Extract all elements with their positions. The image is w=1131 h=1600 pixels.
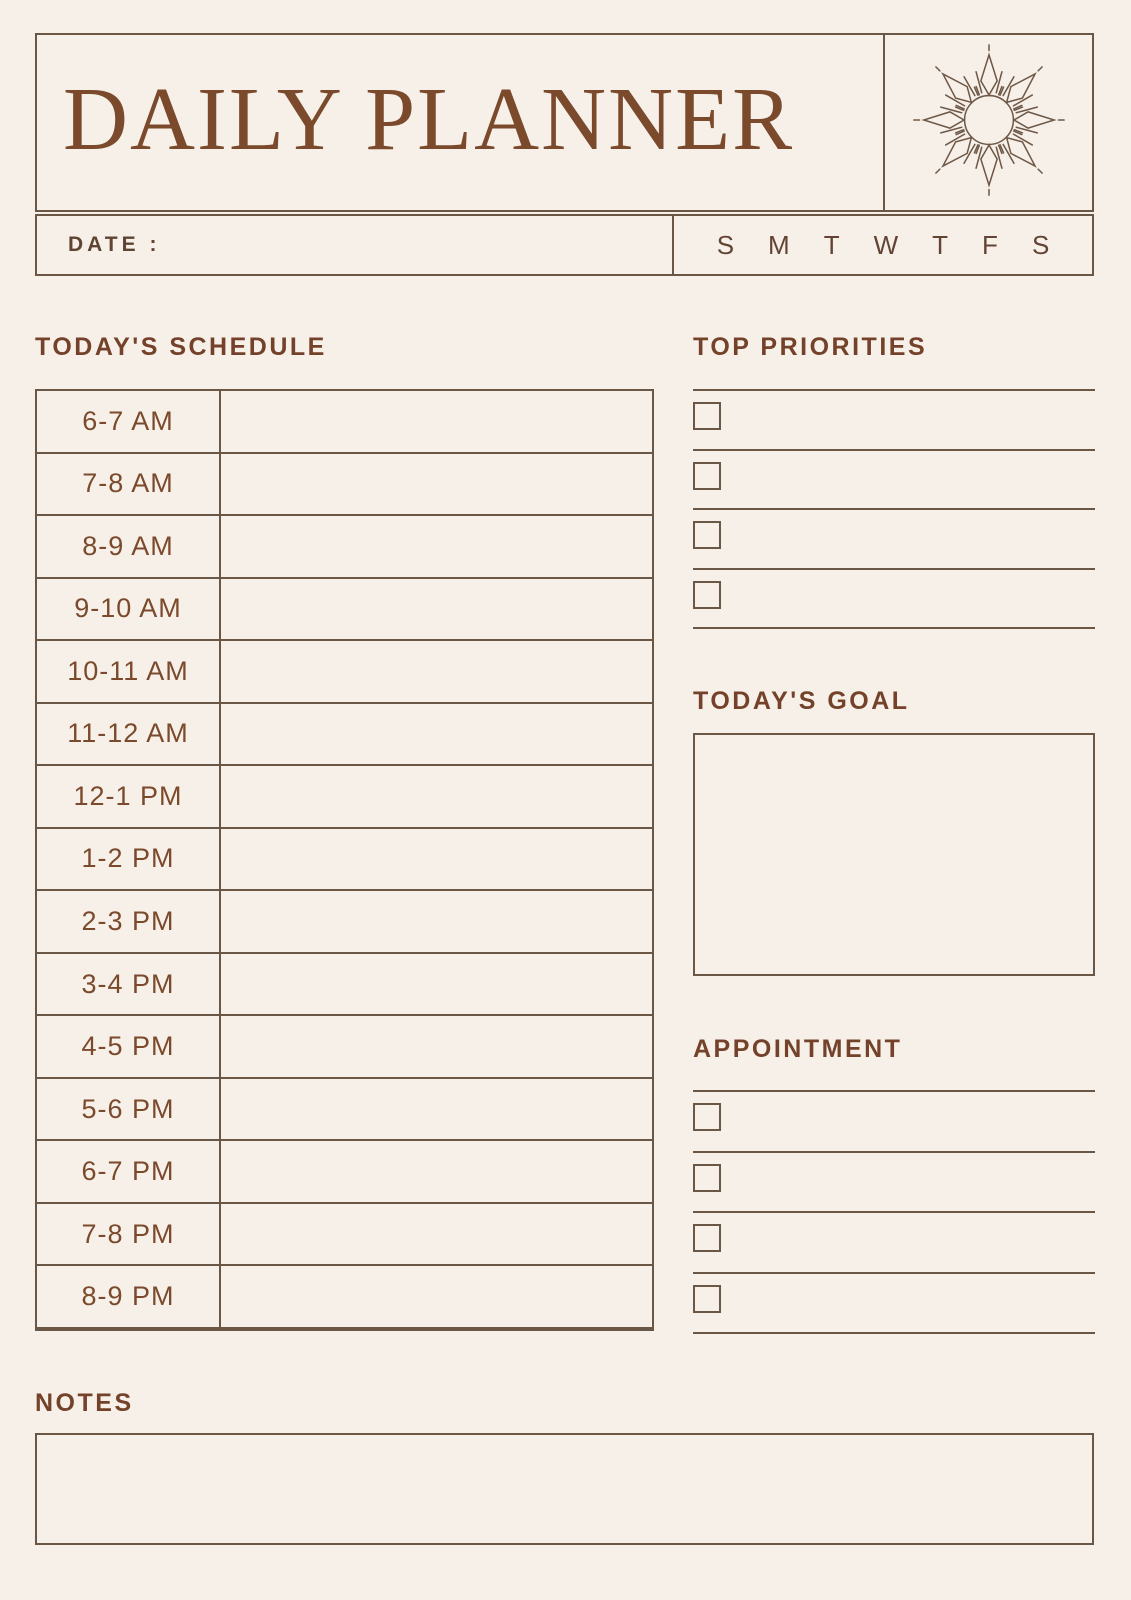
schedule-row xyxy=(37,454,652,517)
schedule-entry-area[interactable] xyxy=(221,579,652,640)
schedule-entry-area[interactable] xyxy=(221,1266,652,1327)
priority-checkbox[interactable] xyxy=(693,521,721,549)
schedule-row xyxy=(37,829,652,892)
day-toggle[interactable]: S xyxy=(1031,229,1050,260)
appointment-checkbox[interactable] xyxy=(693,1103,721,1131)
schedule-entry-area[interactable] xyxy=(221,891,652,952)
schedule-row xyxy=(37,954,652,1017)
schedule-entry-area[interactable] xyxy=(221,1079,652,1140)
schedule-entry-area[interactable] xyxy=(221,954,652,1015)
day-toggle[interactable]: T xyxy=(823,229,840,260)
priority-item xyxy=(693,451,1095,511)
schedule-row xyxy=(37,1079,652,1142)
priority-entry-area[interactable] xyxy=(721,391,1095,405)
time-slot-label: 8-9 AM xyxy=(37,516,221,577)
priorities-list xyxy=(693,389,1095,629)
schedule-row xyxy=(37,1204,652,1267)
schedule-entry-area[interactable] xyxy=(221,766,652,827)
schedule-row xyxy=(37,1266,652,1329)
schedule-heading: TODAY'S SCHEDULE xyxy=(35,333,327,361)
priority-entry-area[interactable] xyxy=(721,570,1095,584)
goal-entry-area[interactable] xyxy=(693,733,1095,976)
appointment-list xyxy=(693,1090,1095,1334)
priority-entry-area[interactable] xyxy=(721,510,1095,524)
schedule-row xyxy=(37,704,652,767)
time-slot-label: 1-2 PM xyxy=(37,829,221,890)
priority-item xyxy=(693,510,1095,570)
date-input-area[interactable] xyxy=(160,216,672,274)
header xyxy=(35,33,1094,212)
time-slot-label: 7-8 PM xyxy=(37,1204,221,1265)
schedule-entry-area[interactable] xyxy=(221,641,652,702)
schedule-entry-area[interactable] xyxy=(221,516,652,577)
time-slot-label: 5-6 PM xyxy=(37,1079,221,1140)
appointment-checkbox[interactable] xyxy=(693,1285,721,1313)
time-slot-label: 12-1 PM xyxy=(37,766,221,827)
day-toggle[interactable]: W xyxy=(873,229,899,260)
schedule-row xyxy=(37,516,652,579)
appointment-item xyxy=(693,1274,1095,1335)
time-slot-label: 8-9 PM xyxy=(37,1266,221,1327)
appointment-item xyxy=(693,1213,1095,1274)
schedule-row xyxy=(37,891,652,954)
notes-entry-area[interactable] xyxy=(35,1433,1094,1545)
priority-checkbox[interactable] xyxy=(693,462,721,490)
priority-item xyxy=(693,570,1095,630)
schedule-row xyxy=(37,766,652,829)
time-slot-label: 4-5 PM xyxy=(37,1016,221,1077)
time-slot-label: 6-7 PM xyxy=(37,1141,221,1202)
schedule-entry-area[interactable] xyxy=(221,829,652,890)
appointment-checkbox[interactable] xyxy=(693,1164,721,1192)
schedule-row xyxy=(37,579,652,642)
priority-item xyxy=(693,391,1095,451)
time-slot-label: 11-12 AM xyxy=(37,704,221,765)
schedule-entry-area[interactable] xyxy=(221,1016,652,1077)
schedule-entry-area[interactable] xyxy=(221,1204,652,1265)
day-toggle[interactable]: S xyxy=(716,229,735,260)
time-slot-label: 2-3 PM xyxy=(37,891,221,952)
sun-icon xyxy=(913,44,1065,201)
goal-heading: TODAY'S GOAL xyxy=(693,687,910,715)
schedule-entry-area[interactable] xyxy=(221,391,652,452)
time-slot-label: 6-7 AM xyxy=(37,391,221,452)
schedule-entry-area[interactable] xyxy=(221,454,652,515)
priorities-heading: TOP PRIORITIES xyxy=(693,333,928,361)
schedule-table xyxy=(35,389,654,1331)
schedule-row xyxy=(37,391,652,454)
appointment-entry-area[interactable] xyxy=(721,1213,1095,1227)
priority-checkbox[interactable] xyxy=(693,402,721,430)
date-row xyxy=(35,214,1094,276)
schedule-entry-area[interactable] xyxy=(221,1141,652,1202)
priority-checkbox[interactable] xyxy=(693,581,721,609)
weekday-selector xyxy=(672,216,1092,274)
schedule-row xyxy=(37,1141,652,1204)
time-slot-label: 3-4 PM xyxy=(37,954,221,1015)
appointment-checkbox[interactable] xyxy=(693,1224,721,1252)
appointment-item xyxy=(693,1092,1095,1153)
appointment-item xyxy=(693,1153,1095,1214)
priority-entry-area[interactable] xyxy=(721,451,1095,465)
notes-heading: NOTES xyxy=(35,1389,134,1417)
time-slot-label: 9-10 AM xyxy=(37,579,221,640)
time-slot-label: 10-11 AM xyxy=(37,641,221,702)
page-title: DAILY PLANNER xyxy=(63,69,795,169)
date-label: DATE : xyxy=(68,233,161,256)
day-toggle[interactable]: M xyxy=(768,229,790,260)
appointment-heading: APPOINTMENT xyxy=(693,1035,903,1063)
appointment-entry-area[interactable] xyxy=(721,1092,1095,1106)
time-slot-label: 7-8 AM xyxy=(37,454,221,515)
schedule-row xyxy=(37,1016,652,1079)
appointment-entry-area[interactable] xyxy=(721,1153,1095,1167)
appointment-entry-area[interactable] xyxy=(721,1274,1095,1288)
schedule-entry-area[interactable] xyxy=(221,704,652,765)
schedule-row xyxy=(37,641,652,704)
day-toggle[interactable]: T xyxy=(932,229,949,260)
day-toggle[interactable]: F xyxy=(982,229,998,260)
